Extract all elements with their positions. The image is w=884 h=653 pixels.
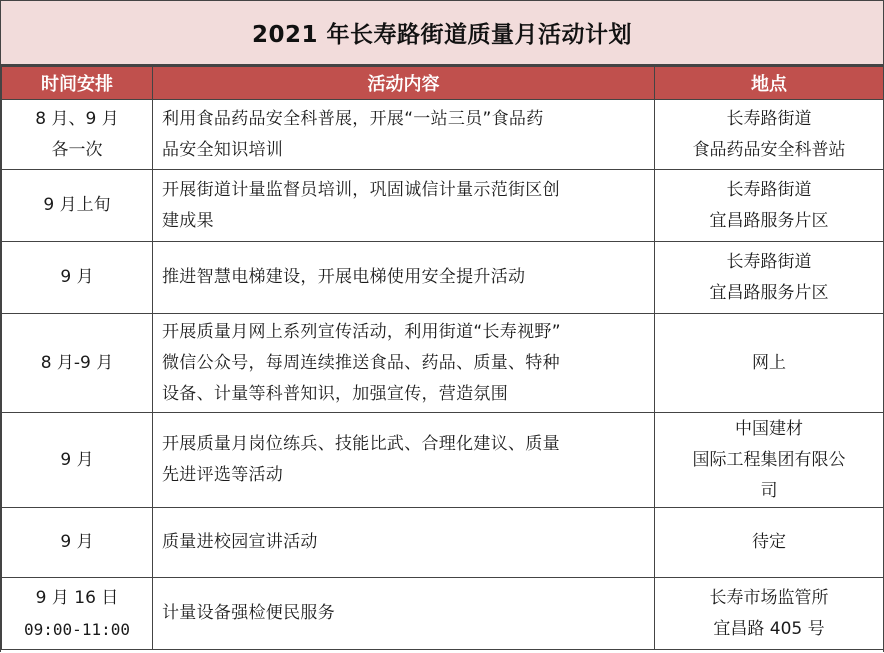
place-text: 长寿路街道 [726, 251, 812, 272]
table-title: 2021 年长寿路街道质量月活动计划 [1, 1, 883, 66]
content-text: 开展质量月岗位练兵、技能比武、合理化建议、质量 [162, 434, 560, 454]
time-cell [2, 413, 153, 508]
time-cell [2, 242, 153, 314]
time-text: 9 月 16 日 [35, 587, 119, 608]
time-text: 9 月 [60, 532, 94, 552]
content-cell [153, 413, 655, 508]
table-row [2, 170, 884, 242]
content-text: 计量设备强检便民服务 [162, 603, 335, 623]
place-text: 宜昌路服务片区 [709, 282, 829, 303]
time-text: 8 月-9 月 [40, 352, 114, 373]
header-row [2, 67, 884, 100]
time-text: 09:00-11:00 [24, 619, 130, 639]
content-cell [153, 100, 655, 170]
content-text: 开展质量月网上系列宣传活动，利用街道“长寿视野” [162, 321, 561, 342]
place-cell [655, 578, 884, 650]
content-cell [153, 314, 655, 413]
place-text: 长寿路街道 [726, 108, 812, 129]
header-content: 活动内容 [153, 67, 655, 100]
content-cell [153, 170, 655, 242]
content-text: 开展街道计量监督员培训，巩固诚信计量示范街区创 [162, 179, 560, 200]
place-text: 长寿路街道 [726, 179, 812, 200]
time-text: 各一次 [51, 139, 103, 160]
place-text: 食品药品安全科普站 [692, 139, 846, 160]
place-cell [655, 314, 884, 413]
table-row [2, 100, 884, 170]
time-text: 8 月、9 月 [35, 108, 119, 129]
activity-table [1, 66, 884, 650]
time-cell [2, 100, 153, 170]
place-text: 网上 [752, 352, 786, 373]
place-text: 国际工程集团有限公 [692, 449, 846, 470]
time-text: 9 月 [60, 449, 94, 470]
time-text: 9 月上旬 [43, 195, 111, 215]
header-time: 时间安排 [2, 67, 153, 100]
content-text: 设备、计量等科普知识，加强宣传，营造氛围 [162, 383, 508, 404]
time-cell [2, 170, 153, 242]
content-text: 利用食品药品安全科普展，开展“一站三员”食品药 [162, 108, 544, 129]
table-row [2, 508, 884, 578]
place-cell [655, 508, 884, 578]
content-text: 先进评选等活动 [162, 465, 284, 485]
table-row [2, 578, 884, 650]
content-text: 微信公众号，每周连续推送食品、药品、质量、特种 [162, 352, 560, 373]
place-text: 宜昌路 405 号 [713, 618, 825, 639]
table-row [2, 314, 884, 413]
content-text: 推进智慧电梯建设，开展电梯使用安全提升活动 [162, 267, 526, 287]
place-text: 长寿市场监管所 [709, 587, 829, 608]
content-text: 品安全知识培训 [162, 139, 284, 160]
time-cell [2, 508, 153, 578]
time-text: 9 月 [60, 267, 94, 287]
time-cell [2, 578, 153, 650]
content-text: 质量进校园宣讲活动 [162, 532, 318, 552]
place-cell [655, 100, 884, 170]
content-cell [153, 578, 655, 650]
header-place: 地点 [655, 67, 884, 100]
place-cell [655, 242, 884, 314]
time-cell [2, 314, 153, 413]
place-cell [655, 170, 884, 242]
place-text: 中国建材 [735, 418, 803, 439]
table-row [2, 413, 884, 508]
content-cell [153, 242, 655, 314]
place-text: 司 [760, 480, 778, 501]
place-text: 宜昌路服务片区 [709, 210, 829, 231]
place-cell [655, 413, 884, 508]
content-text: 建成果 [162, 210, 214, 231]
place-text: 待定 [752, 532, 786, 552]
table-row [2, 242, 884, 314]
content-cell [153, 508, 655, 578]
